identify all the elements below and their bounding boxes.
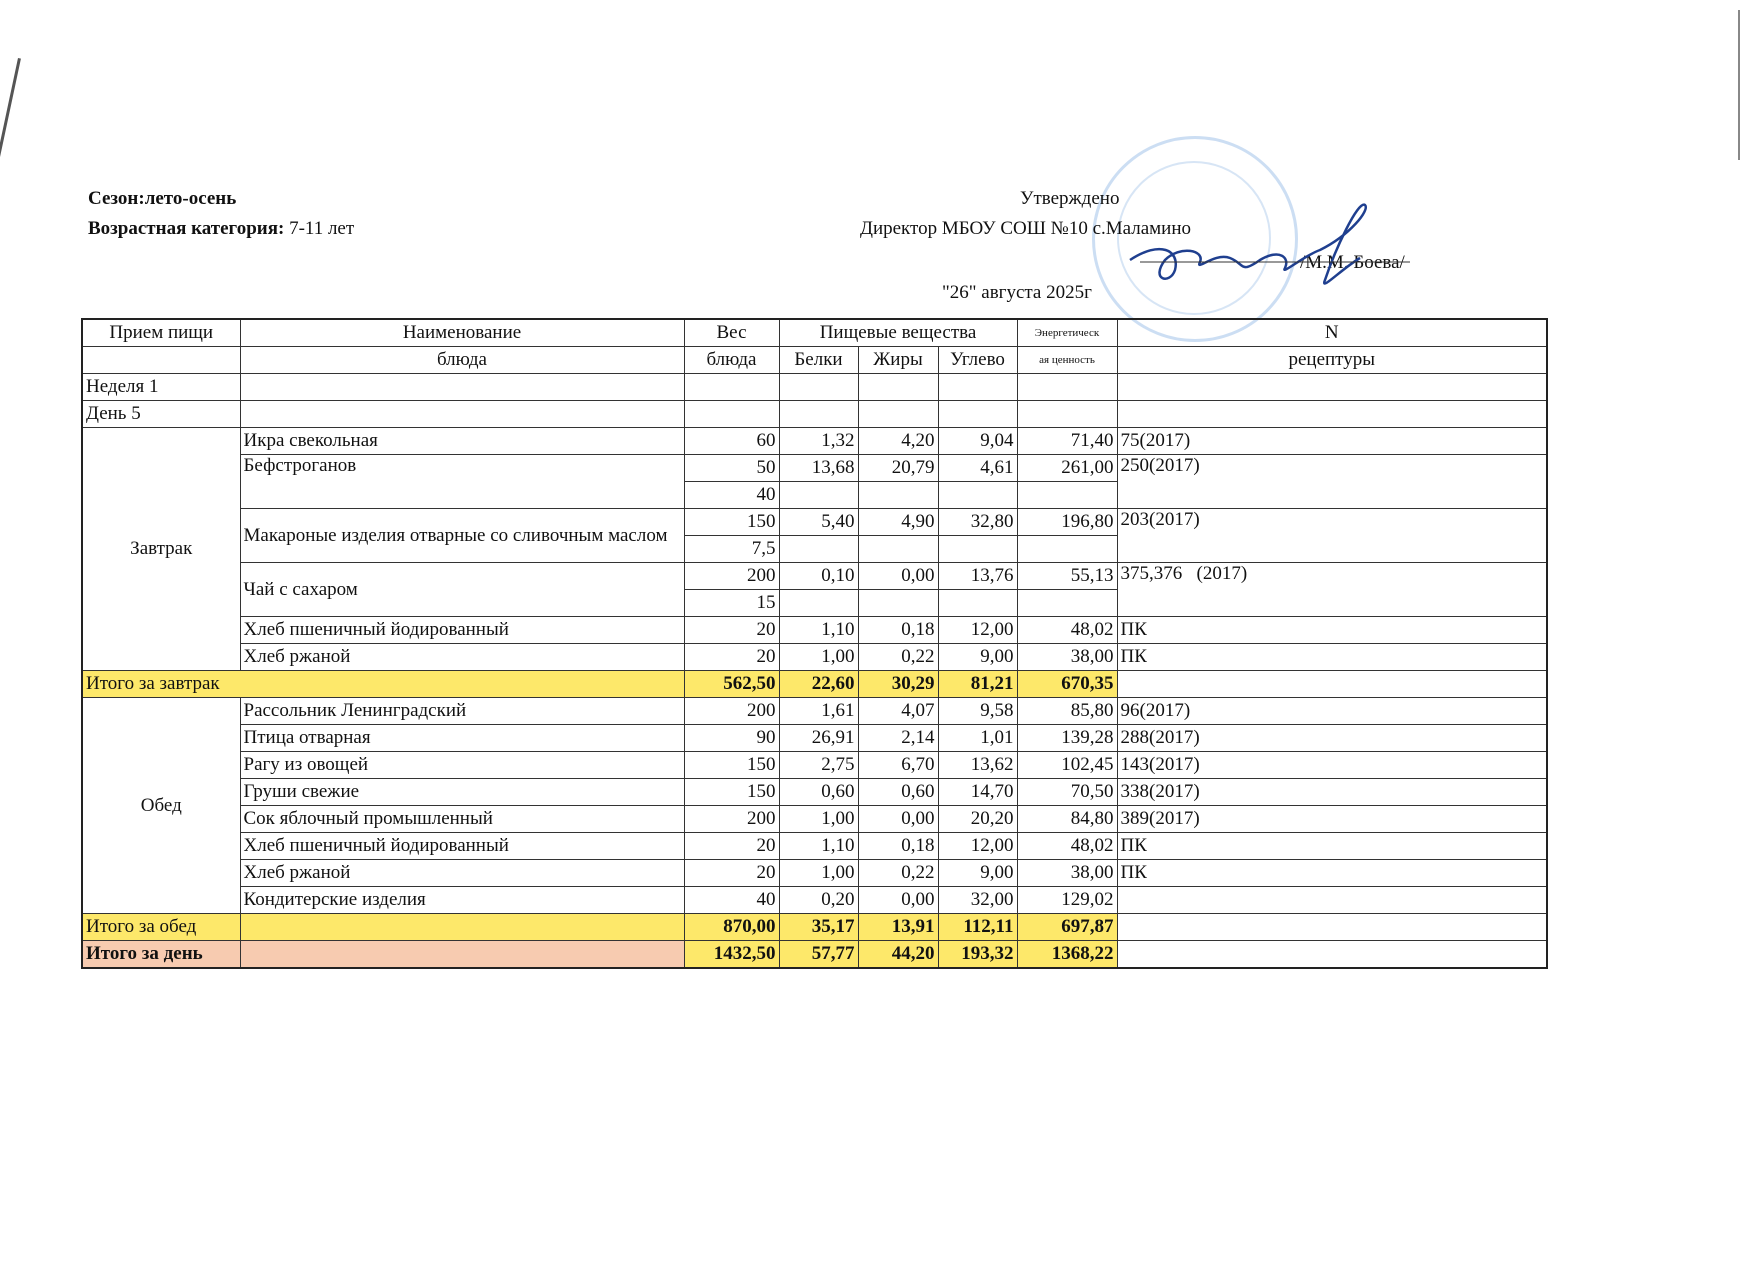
header-left [88, 184, 354, 244]
table-row: Птица отварная 90 26,91 2,14 1,01 139,28 288(2017) [82, 725, 1547, 752]
day-row [82, 401, 1547, 428]
dish-name: Рассольник Ленинградский [240, 698, 684, 725]
col-name-bottom: блюда [240, 347, 684, 374]
dish-name: Груши свежие [240, 779, 684, 806]
age-line [88, 214, 354, 244]
table-row: Хлеб ржаной 20 1,00 0,22 9,00 38,00 ПК [82, 860, 1547, 887]
dish-name: Сок яблочный промышленный [240, 806, 684, 833]
table-row: Обед Рассольник Ленинградский 200 1,61 4,07 9,58 85,80 96(2017) [82, 698, 1547, 725]
col-name-top: Наименование [240, 319, 684, 347]
signature-image [1120, 200, 1420, 300]
table-row: Завтрак Икра свекольная 60 1,32 4,20 9,04 71,40 75(2017) [82, 428, 1547, 455]
col-fat: Жиры [858, 347, 938, 374]
season-label: Сезон: [88, 188, 145, 209]
table-row: Хлеб пшеничный йодированный 20 1,10 0,18 12,00 48,02 ПК [82, 833, 1547, 860]
season-line [88, 184, 354, 214]
approval-date: "26" августа 2025г [942, 282, 1092, 303]
approved-text: Утверждено [1020, 188, 1120, 209]
col-weight-bottom: блюда [684, 347, 779, 374]
director-text: Директор МБОУ СОШ №10 с.Маламино [860, 218, 1192, 239]
table-row: Макароные изделия отварные со сливочным маслом 150 5,40 4,90 32,80 196,80 203(2017) [82, 509, 1547, 536]
table-row: Хлеб ржаной 20 1,00 0,22 9,00 38,00 ПК [82, 644, 1547, 671]
table-row: Груши свежие 150 0,60 0,60 14,70 70,50 338(2017) [82, 779, 1547, 806]
table-row: Бефстроганов 50 13,68 20,79 4,61 261,00 250(2017) [82, 455, 1547, 482]
lunch-total-label: Итого за обед [82, 914, 240, 941]
table-row: Кондитерские изделия 40 0,20 0,00 32,00 129,02 [82, 887, 1547, 914]
day-label: День 5 [82, 401, 240, 428]
header-row-1 [82, 319, 1547, 347]
dish-name: Бефстроганов [240, 455, 684, 509]
day-total-label: Итого за день [82, 941, 240, 969]
table-row: Чай с сахаром 200 0,10 0,00 13,76 55,13 375,376 (2017) [82, 563, 1547, 590]
dish-name: Хлеб ржаной [240, 860, 684, 887]
table-row: Хлеб пшеничный йодированный 20 1,10 0,18 12,00 48,02 ПК [82, 617, 1547, 644]
dish-name: Птица отварная [240, 725, 684, 752]
col-protein: Белки [779, 347, 858, 374]
table-row: Рагу из овощей 150 2,75 6,70 13,62 102,45 143(2017) [82, 752, 1547, 779]
dish-name: Макароные изделия отварные со сливочным маслом [240, 509, 684, 563]
table-row: 7,5 [82, 536, 1547, 563]
breakfast-total-row: Итого за завтрак 562,50 22,60 30,29 81,21 670,35 [82, 671, 1547, 698]
dish-name: Чай с сахаром [240, 563, 684, 617]
age-value: 7-11 лет [289, 218, 355, 239]
menu-table [81, 318, 1548, 969]
meal-breakfast: Завтрак [82, 428, 240, 671]
dish-name: Хлеб ржаной [240, 644, 684, 671]
breakfast-total-label: Итого за завтрак [82, 671, 684, 698]
lunch-total-row: Итого за обед 870,00 35,17 13,91 112,11 697,87 [82, 914, 1547, 941]
header-row-2 [82, 347, 1547, 374]
table-row: Сок яблочный промышленный 200 1,00 0,00 20,20 84,80 389(2017) [82, 806, 1547, 833]
table-row: 40 [82, 482, 1547, 509]
dish-name: Хлеб пшеничный йодированный [240, 833, 684, 860]
signature-name: /М.М. Боева/ [1300, 252, 1405, 273]
dish-name: Икра свекольная [240, 428, 684, 455]
col-weight-top: Вес [684, 319, 779, 347]
age-label: Возрастная категория: [88, 218, 285, 239]
col-nutrients: Пищевые вещества [779, 319, 1017, 347]
week-row [82, 374, 1547, 401]
col-recipe-top: N [1117, 319, 1547, 347]
dish-name: Рагу из овощей [240, 752, 684, 779]
dish-name: Хлеб пшеничный йодированный [240, 617, 684, 644]
col-energy-top: Энергетическ [1017, 319, 1117, 347]
col-energy-bottom: ая ценность [1017, 347, 1117, 374]
col-meal: Прием пищи [82, 319, 240, 347]
week-label: Неделя 1 [82, 374, 240, 401]
meal-lunch: Обед [82, 698, 240, 914]
day-total-row: Итого за день 1432,50 57,77 44,20 193,32 1368,22 [82, 941, 1547, 969]
scan-edge-line [0, 58, 21, 205]
table-row: 15 [82, 590, 1547, 617]
scan-edge-line-right [1738, 10, 1740, 160]
col-recipe-bottom: рецептуры [1117, 347, 1547, 374]
col-carbs: Углево [938, 347, 1017, 374]
season-value: лето-осень [144, 188, 237, 209]
dish-name: Кондитерские изделия [240, 887, 684, 914]
